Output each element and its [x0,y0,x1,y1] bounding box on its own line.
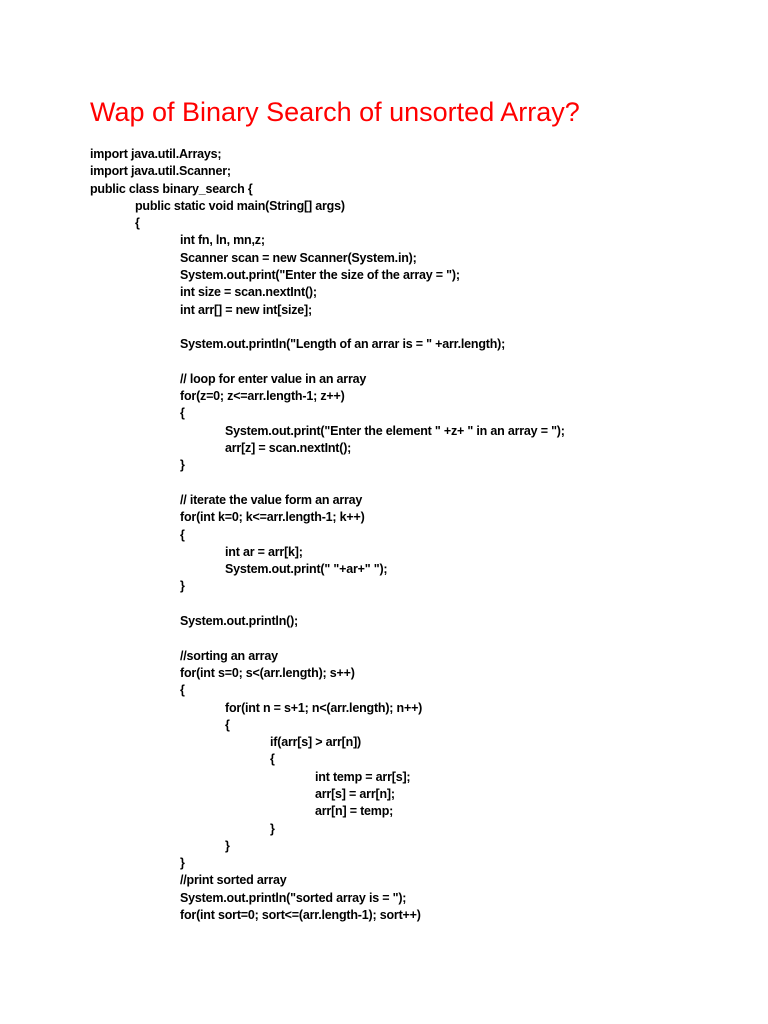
code-line: { [180,527,185,542]
code-line: int temp = arr[s]; [315,769,411,784]
code-line: int fn, ln, mn,z; [180,233,265,248]
code-line: arr[s] = arr[n]; [315,786,395,801]
code-line [90,354,730,371]
code-line: int size = scan.nextInt(); [180,285,317,300]
code-line: System.out.println("sorted array is = "); [180,890,407,905]
code-line: System.out.print(" "+ar+" "); [225,562,388,577]
code-line: int ar = arr[k]; [225,544,303,559]
code-line: { [270,752,275,767]
code-line: // loop for enter value in an array [180,371,367,386]
code-line: { [225,717,230,732]
code-line: { [135,216,140,231]
document-title: Wap of Binary Search of unsorted Array? [90,97,580,127]
code-line [90,596,730,613]
code-line: public class binary_search { [90,181,253,196]
code-line: //print sorted array [180,873,287,888]
code-line: } [270,821,275,836]
code-line: //sorting an array [180,648,278,663]
code-line: for(int n = s+1; n<(arr.length); n++) [225,700,423,715]
code-line: int arr[] = new int[size]; [180,302,312,317]
code-line: System.out.print("Enter the element " +z+ " in an array = "); [225,423,565,438]
code-line: Scanner scan = new Scanner(System.in); [180,250,417,265]
code-line: System.out.println("Length of an arrar is = " +arr.length); [180,337,506,352]
code-line: } [225,838,230,853]
code-line: { [180,683,185,698]
code-line [90,475,730,492]
code-line: } [180,856,185,871]
code-line: arr[z] = scan.nextInt(); [225,441,352,456]
code-line: public static void main(String[] args) [135,198,345,213]
code-line [90,630,730,647]
code-line: System.out.println(); [180,614,299,629]
code-line: } [180,458,185,473]
code-block [90,146,730,924]
code-line: import java.util.Scanner; [90,164,231,179]
code-line: for(int sort=0; sort<=(arr.length-1); sort++) [180,908,421,923]
code-line: System.out.print("Enter the size of the array = "); [180,268,460,283]
code-line: for(int s=0; s<(arr.length); s++) [180,665,355,680]
code-line: import java.util.Arrays; [90,147,222,161]
code-line: // iterate the value form an array [180,492,363,507]
code-line: if(arr[s] > arr[n]) [270,735,362,750]
code-line: for(z=0; z<=arr.length-1; z++) [180,389,345,404]
code-line: } [180,579,185,594]
code-line [90,319,730,336]
code-line: arr[n] = temp; [315,804,394,819]
code-line: for(int k=0; k<=arr.length-1; k++) [180,510,365,525]
code-line: { [180,406,185,421]
